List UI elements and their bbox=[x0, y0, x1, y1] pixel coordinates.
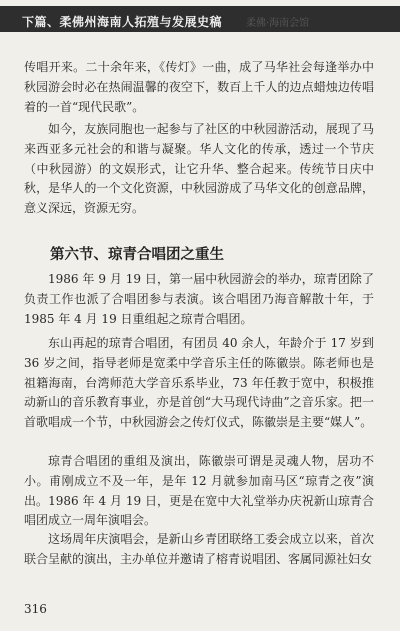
page-number: 316 bbox=[24, 602, 47, 616]
body-paragraph-3: 1986 年 9 月 19 日，第一届中秋园游会的举办，琼青团除了负责工作也派了合唱团参与表演。该合唱团乃海音解散十年，于 1985 年 4 月 19 日重组起之琼青合唱团。 bbox=[24, 272, 374, 326]
body-paragraph-2: 如今，友族同胞也一起参与了社区的中秋园游活动，展现了马来西亚多元社会的和谐与凝聚。华人文化的传承，透过一个节庆（中秋园游）的文娱形式，让它升华、整合起来。传统节日庆中秋，是华人的一个文化资源，中秋园游成了马华文化的创意品牌，意义深远，资源无穷。 bbox=[24, 122, 374, 216]
body-paragraph-1: 传唱开来。二十余年来，《传灯》一曲，成了马华社会每逢举办中秋园游会时必在热闹温馨的夜空下，数百上千人的边点蜡烛边传唱着的一首“现代民歌”。 bbox=[24, 60, 374, 114]
body-paragraph-6: 这场周年庆演唱会，是新山乡青团联络工委会成立以来，首次联合呈献的演出，主办单位并邀请了榕青说唱团、客属同源社妇女 bbox=[24, 532, 374, 566]
running-header bbox=[0, 6, 400, 32]
running-header-bleedthrough-text: 柔佛·海南会馆 bbox=[246, 18, 310, 29]
running-header-title: 下篇、柔佛州海南人拓殖与发展史稿 bbox=[22, 15, 223, 29]
body-paragraph-5: 琼青合唱团的重组及演出，陈徽崇可谓是灵魂人物，居功不小。甫刚成立不及一年，是年 12 月就参加南马区“琼青之夜”演出。1986 年 4 月 19 日，更是在宽中大礼堂举办庆祝新山琼青合唱团成立一周年演唱会。 bbox=[24, 454, 374, 528]
section-heading: 第六节、琼青合唱团之重生 bbox=[50, 247, 224, 263]
body-paragraph-4: 东山再起的琼青合唱团，有团员 40 余人，年龄介于 17 岁到 36 岁之间，指导老师是宽柔中学音乐主任的陈徽崇。陈老师也是祖籍海南，台湾师范大学音乐系毕业，73 年任教于宽中，积极推动新山的音乐教育事业，亦是首创“大马现代诗曲”之音乐家。把一首歌唱成一个节，中秋园游会之传灯仪式，陈徽崇是主要“媒人”。 bbox=[24, 336, 374, 430]
